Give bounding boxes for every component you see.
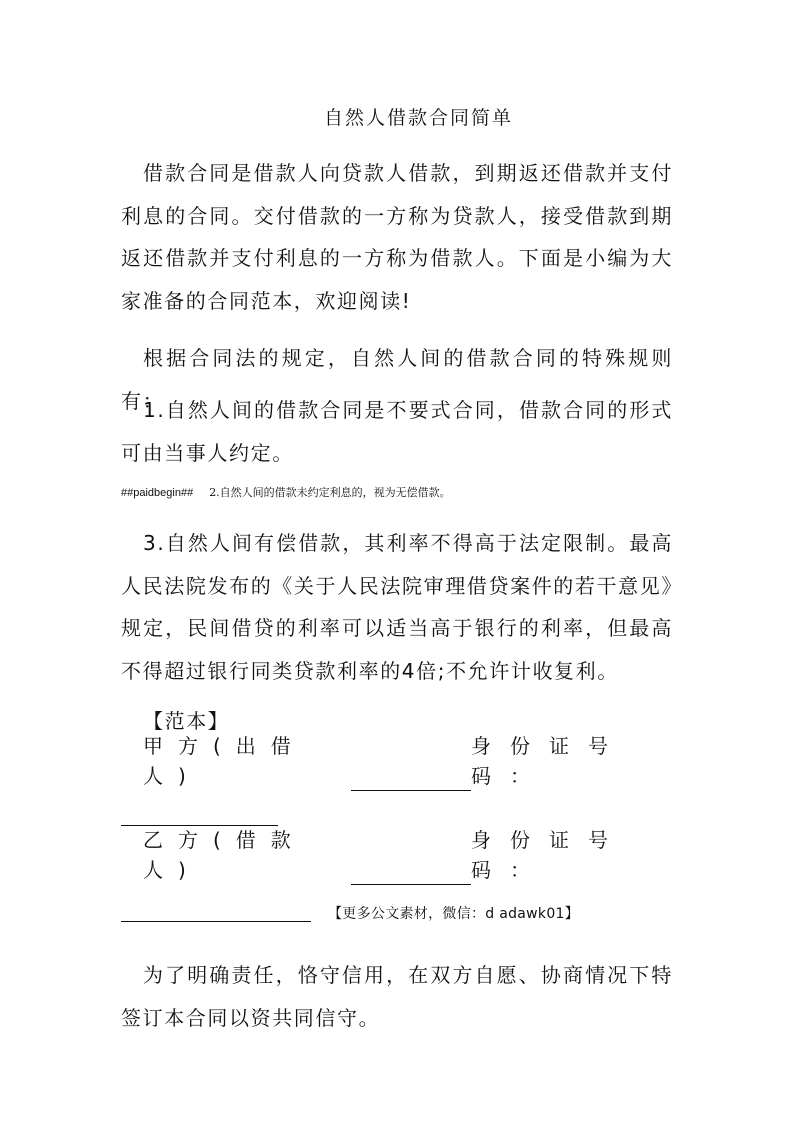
rule-item-3: 3.自然人间有偿借款，其利率不得高于法定限制。最高人民法院发布的《关于人民法院审理借贷案件的若干意见》规定，民间借贷的利率可以适当高于银行的利率，但最高不得超过银行同类贷款利率的4倍;不允许计收复利。 [121, 531, 673, 683]
party-a-name-blank [351, 768, 471, 791]
rule-item-2: 2.自然人间的借款未约定利息的，视为无偿借款。 [209, 486, 451, 499]
party-a-id-label: 身份证号码： [471, 734, 628, 788]
party-b-id-blank [121, 920, 311, 922]
party-a-label: 甲方(出借人) [143, 734, 306, 788]
promo-text: 【更多公文素材，微信：d adawk01】 [328, 906, 580, 922]
intro-paragraph: 借款合同是借款人向贷款人借款，到期返还借款并支付利息的合同。交付借款的一方称为贷款人，接受借款到期返还借款并支付利息的一方称为借款人。下面是小编为大家准备的合同范本，欢迎阅读! [121, 161, 673, 313]
sample-heading: 【范本】 [143, 709, 230, 733]
party-b-name-blank [351, 862, 471, 885]
party-b-id-label: 身份证号码： [471, 828, 628, 882]
rule-intro-paragraph: 根据合同法的规定，自然人间的借款合同的特殊规则有： [121, 346, 673, 413]
closing-paragraph: 为了明确责任，恪守信用，在双方自愿、协商情况下特签订本合同以资共同信守。 [121, 963, 673, 1030]
rule-item-1: 1.自然人间的借款合同是不要式合同，借款合同的形式可由当事人约定。 [121, 398, 673, 465]
paid-section-line [121, 486, 451, 500]
party-a-row [121, 734, 673, 791]
party-b-label: 乙方(借款人) [143, 828, 306, 882]
paid-marker: ##paidbegin## [121, 487, 194, 499]
document-title: 自然人借款合同简单 [323, 107, 513, 129]
party-b-row [121, 828, 673, 885]
